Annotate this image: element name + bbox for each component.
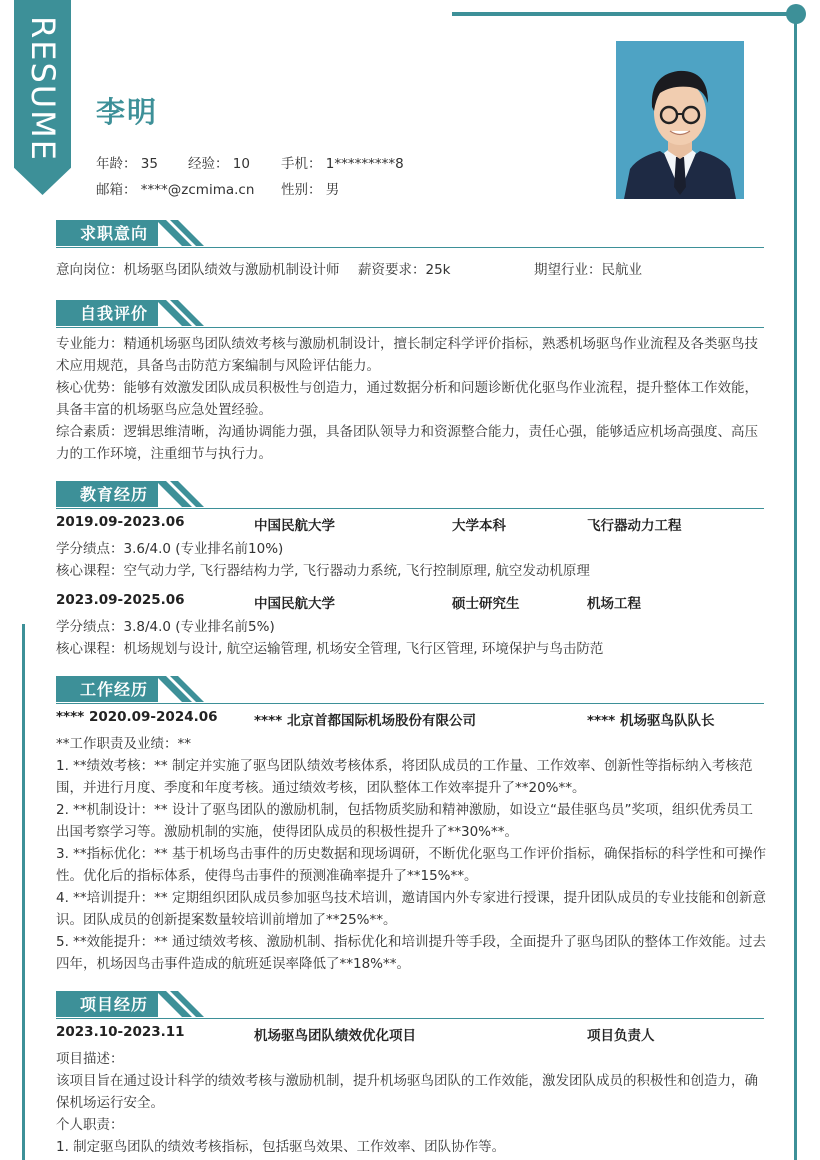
- work-company: **** 北京首都国际机场股份有限公司: [254, 713, 476, 729]
- intent-industry: 期望行业：民航业: [534, 262, 642, 278]
- section-underline: [56, 703, 764, 705]
- email: 邮箱： ****@zcmima.cn: [96, 182, 255, 198]
- project-entry-header: [56, 1024, 766, 1046]
- education-major: 机场工程: [587, 596, 641, 612]
- section-title-intent: 求职意向: [80, 224, 149, 243]
- section-stripes-icon: [156, 300, 206, 326]
- experience: 经验： 10: [188, 156, 250, 172]
- section-title-self: 自我评价: [80, 304, 149, 323]
- intent-salary: 薪资要求：25k: [358, 262, 451, 278]
- gender: 性别： 男: [281, 182, 340, 198]
- education-school: 中国民航大学: [254, 518, 335, 534]
- section-header-intent: [56, 218, 764, 248]
- project-desc: 该项目旨在通过设计科学的绩效考核与激励机制，提升机场驱鸟团队的工作效能，激发团队成员的积极性和创造力，确保机场运行安全。: [56, 1073, 758, 1111]
- phone: 手机： 1*********8: [281, 156, 404, 172]
- section-underline: [56, 508, 764, 510]
- education-major: 飞行器动力工程: [587, 518, 682, 534]
- project-period: 2023.10-2023.11: [56, 1024, 185, 1040]
- education-degree: 大学本科: [452, 518, 506, 534]
- work-line-1: 1. **绩效考核：** 制定并实施了驱鸟团队绩效考核体系，将团队成员的工作量、工作效率、创新性等指标纳入考核范围，并进行月度、季度和年度考核。通过绩效考核，团队整体工作效率提升了**20%**。: [56, 758, 753, 796]
- intent-position: 意向岗位：机场驱鸟团队绩效与激励机制设计师: [56, 262, 340, 278]
- work-line-4: 4. **培训提升：** 定期组织团队成员参加驱鸟技术培训，邀请国内外专家进行授课，提升团队成员的专业技能和创新意识。团队成员的创新提案数量较培训前增加了**25%**。: [56, 890, 766, 928]
- work-line-5: 5. **效能提升：** 通过绩效考核、激励机制、指标优化和培训提升等手段，全面提升了驱鸟团队的整体工作效能。过去四年，机场因鸟击事件造成的航班延误率降低了**18%**。: [56, 934, 766, 972]
- section-underline: [56, 1018, 764, 1020]
- section-stripes-icon: [156, 991, 206, 1017]
- project-duty-label: 个人职责：: [56, 1117, 124, 1133]
- work-line-2: 2. **机制设计：** 设计了驱鸟团队的激励机制，包括物质奖励和精神激励，如设立“最佳驱鸟员”奖项，组织优秀员工出国考察学习等。激励机制的实施，使得团队成员的积极性提升了**30%**。: [56, 802, 753, 840]
- section-header-project: [56, 989, 764, 1019]
- education-degree: 硕士研究生: [452, 596, 520, 612]
- age: 年龄： 35: [96, 156, 158, 172]
- education-entry-2-header: [56, 592, 766, 614]
- section-stripes-icon: [156, 481, 206, 507]
- project-duty-1: 1. 制定驱鸟团队的绩效考核指标，包括驱鸟效果、工作效率、团队协作等。: [56, 1139, 506, 1155]
- project-name: 机场驱鸟团队绩效优化项目: [254, 1028, 416, 1044]
- resume-ribbon-text: RESUME: [23, 15, 62, 163]
- section-title-project: 项目经历: [80, 995, 149, 1014]
- right-decor-line: [794, 14, 797, 1160]
- work-line-0: **工作职责及业绩：**: [56, 736, 191, 752]
- education-period: 2019.09-2023.06: [56, 514, 185, 530]
- top-decor-line: [452, 12, 797, 16]
- section-title-education: 教育经历: [80, 485, 149, 504]
- work-entry-header: [56, 709, 766, 731]
- work-period: **** 2020.09-2024.06: [56, 709, 218, 725]
- candidate-name: 李明: [96, 95, 159, 129]
- project-desc-label: 项目描述：: [56, 1051, 124, 1067]
- education-courses: 核心课程：空气动力学, 飞行器结构力学, 飞行器动力系统, 飞行控制原理, 航空发动机原理: [56, 563, 590, 579]
- self-eval-1: 专业能力：精通机场驱鸟团队绩效考核与激励机制设计，擅长制定科学评价指标，熟悉机场驱鸟作业流程及各类驱鸟技术应用规范，具备鸟击防范方案编制与风险评估能力。: [56, 336, 758, 374]
- section-title-work: 工作经历: [80, 680, 149, 699]
- section-header-work: [56, 674, 764, 704]
- left-decor-line: [22, 624, 25, 1160]
- work-line-3: 3. **指标优化：** 基于机场鸟击事件的历史数据和现场调研，不断优化驱鸟工作评价指标，确保指标的科学性和可操作性。优化后的指标体系，使得鸟击事件的预测准确率提升了**15%**。: [56, 846, 766, 884]
- work-title: **** 机场驱鸟队队长: [587, 713, 715, 729]
- self-eval-2: 核心优势：能够有效激发团队成员积极性与创造力，通过数据分析和问题诊断优化驱鸟作业流程，提升整体工作效能，具备丰富的机场驱鸟应急处置经验。: [56, 380, 758, 418]
- profile-photo-illustration: [616, 41, 744, 199]
- section-stripes-icon: [156, 220, 206, 246]
- project-role: 项目负责人: [587, 1028, 655, 1044]
- section-header-education: [56, 479, 764, 509]
- section-header-self: [56, 298, 764, 328]
- education-courses: 核心课程：机场规划与设计, 航空运输管理, 机场安全管理, 飞行区管理, 环境保护与鸟击防范: [56, 641, 604, 657]
- section-stripes-icon: [156, 676, 206, 702]
- education-school: 中国民航大学: [254, 596, 335, 612]
- education-gpa: 学分绩点：3.8/4.0 (专业排名前5%): [56, 619, 275, 635]
- education-gpa: 学分绩点：3.6/4.0 (专业排名前10%): [56, 541, 284, 557]
- self-eval-3: 综合素质：逻辑思维清晰，沟通协调能力强，具备团队领导力和资源整合能力，责任心强，能够适应机场高强度、高压力的工作环境，注重细节与执行力。: [56, 424, 758, 462]
- education-entry-1-header: [56, 514, 766, 536]
- intent-row: [56, 259, 766, 281]
- resume-ribbon-label: [14, 14, 71, 164]
- education-period: 2023.09-2025.06: [56, 592, 185, 608]
- section-underline: [56, 327, 764, 329]
- profile-photo: [616, 41, 744, 199]
- section-underline: [56, 247, 764, 249]
